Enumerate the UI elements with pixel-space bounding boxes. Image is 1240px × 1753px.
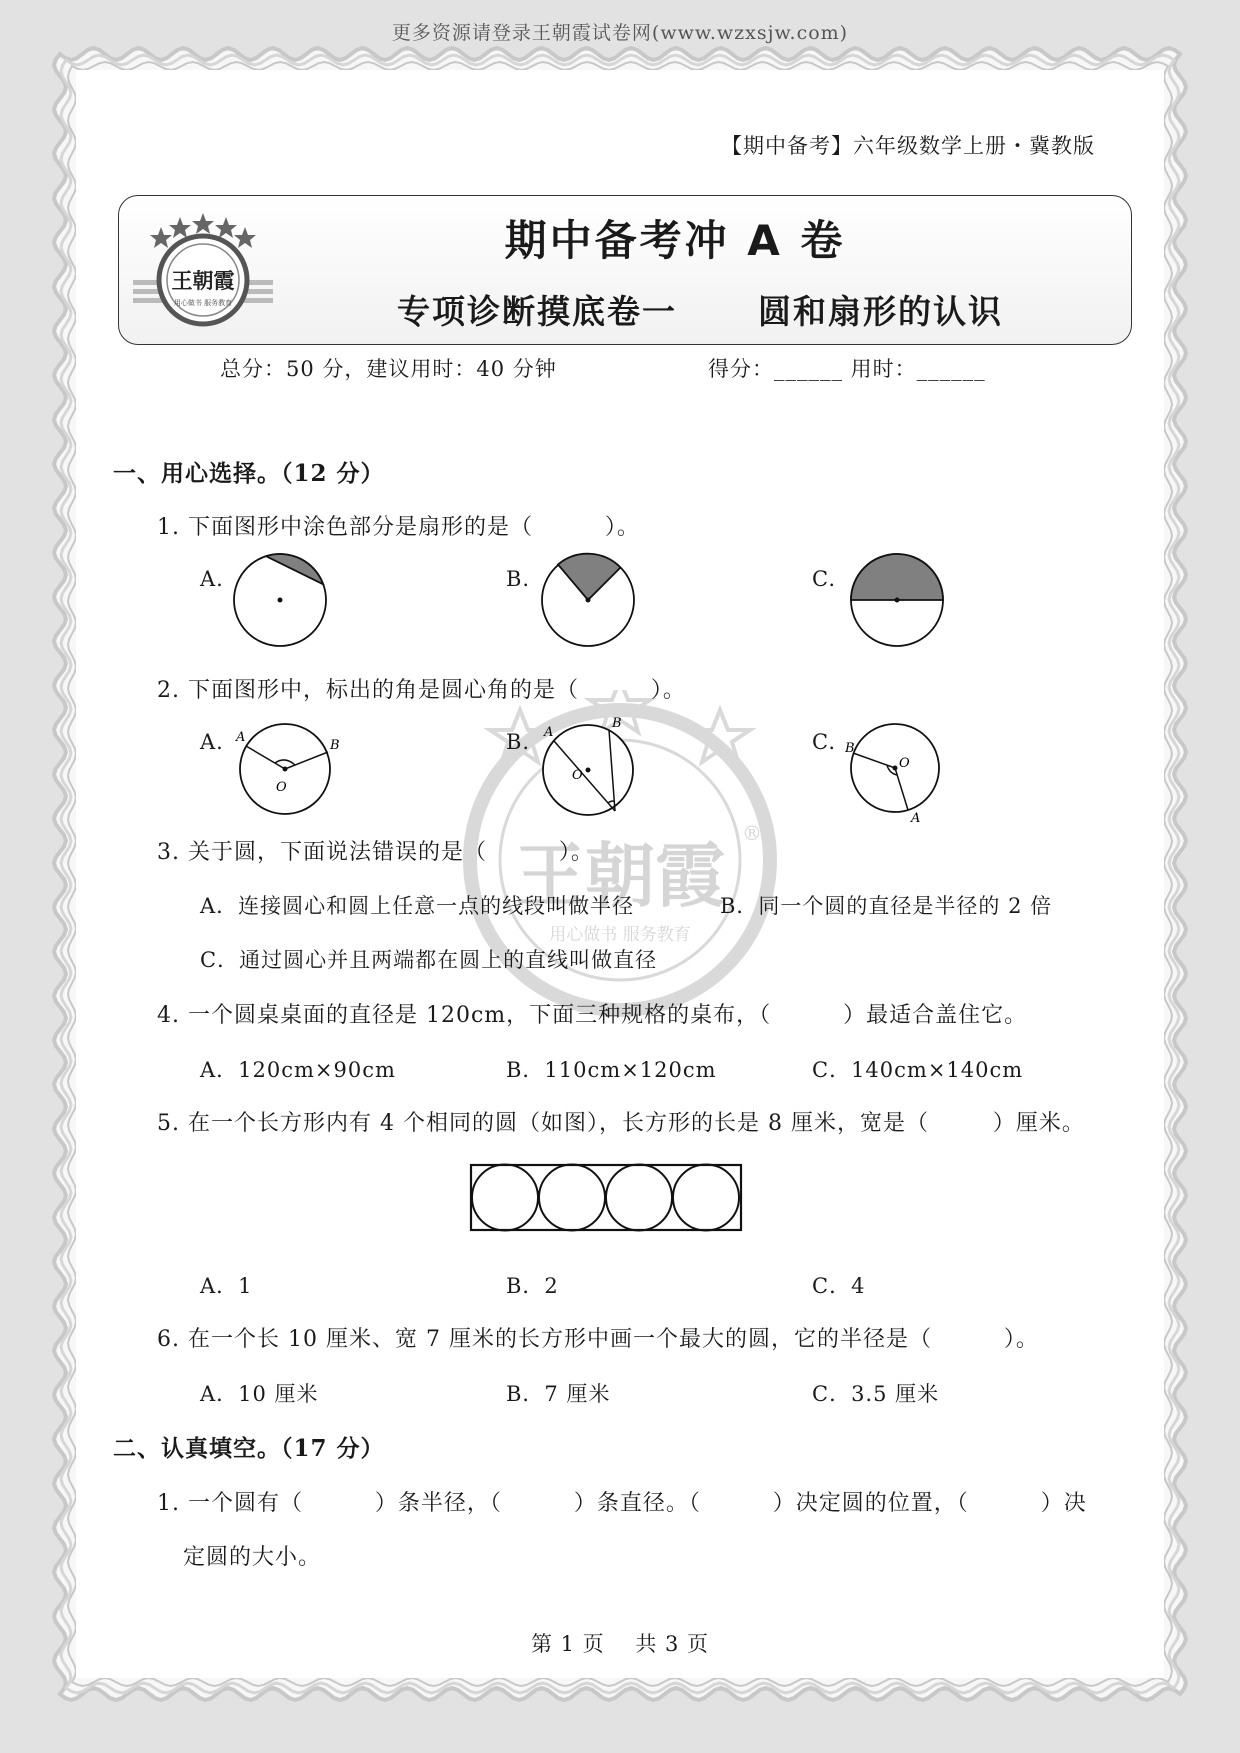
q1-option-b: B. [506,567,531,591]
label-b: B [845,741,855,756]
q1-figure-b [536,550,641,650]
q2-option-c: C. [812,730,836,754]
q2-option-b: B. [506,730,531,754]
question-3: 3. 关于圆，下面说法错误的是（ ）。 [157,840,594,865]
q3-option-b: B．同一个圆的直径是半径的 2 倍 [720,894,1053,918]
logo-text: 王朝霞 [171,268,235,293]
fill-question-1-line-2: 定圆的大小。 [183,1545,322,1570]
q5-option-b: B．2 [506,1274,559,1298]
section-1-title: 一、用心选择。（12 分） [113,460,385,487]
label-a: A [544,725,554,740]
q5-figure-rectangle-circles [468,1162,748,1234]
q2-figure-c [845,715,955,825]
watermark-text: 王朝霞 [515,834,725,917]
series-label: 【期中备考】六年级数学上册・冀教版 [721,134,1095,158]
q6-option-b: B．7 厘米 [506,1382,611,1406]
watermark-slogan: 用心做书 服务教育 [549,925,691,945]
question-5: 5. 在一个长方形内有 4 个相同的圆（如图），长方形的长是 8 厘米，宽是（ ）厘米。 [157,1111,1085,1136]
label-o: O [572,768,583,783]
question-4: 4. 一个圆桌桌面的直径是 120cm，下面三种规格的桌布，（ ）最适合盖住它。 [157,1003,1028,1028]
q2-figure-a [230,715,340,815]
label-o: O [899,756,910,771]
label-b: B [330,738,340,753]
q4-option-c: C．140cm×140cm [812,1058,1024,1082]
label-a: A [236,730,246,745]
q3-option-c: C．通过圆心并且两端都在圆上的直线叫做直径 [200,948,658,972]
question-1: 1. 下面图形中涂色部分是扇形的是（ ）。 [157,515,640,540]
q5-option-c: C．4 [812,1274,866,1298]
section-2-title: 二、认真填空。（17 分） [113,1435,385,1462]
q1-figure-c [845,550,950,650]
page-subtitle: 专项诊断摸底卷一 圆和扇形的认识 [397,292,1003,331]
page-title: 期中备考冲 A 卷 [504,216,846,265]
q2-option-a: A. [200,730,224,754]
q1-option-a: A. [200,567,224,591]
q5-option-a: A．1 [200,1274,253,1298]
publisher-logo [128,205,278,335]
q1-option-c: C. [812,567,836,591]
q1-figure-a [228,550,333,650]
q4-option-b: B．110cm×120cm [506,1058,717,1082]
label-a: A [911,811,921,825]
score-info: 总分：50 分，建议用时：40 分钟 [220,357,557,381]
fill-question-1-line-1: 1. 一个圆有（ ）条半径，（ ）条直径。（ ）决定圆的位置，（ ）决 [157,1491,1087,1516]
page-footer: 第 1 页 共 3 页 [530,1632,710,1656]
site-banner: 更多资源请登录王朝霞试卷网(www.wzxsjw.com) [391,22,849,44]
label-o: O [276,780,287,795]
q2-figure-b [536,715,646,825]
q6-option-c: C．3.5 厘米 [812,1382,940,1406]
question-2: 2. 下面图形中，标出的角是圆心角的是（ ）。 [157,678,686,703]
label-b: B [612,716,622,731]
q6-option-a: A．10 厘米 [200,1382,319,1406]
q4-option-a: A．120cm×90cm [200,1058,396,1082]
logo-slogan: 用心做书 服务教育 [173,299,233,307]
q3-option-a: A．连接圆心和圆上任意一点的线段叫做半径 [200,894,635,918]
registered-mark: ® [742,821,762,845]
question-6: 6. 在一个长 10 厘米、宽 7 厘米的长方形中画一个最大的圆，它的半径是（ ）。 [157,1327,1039,1352]
score-fields: 得分：______ 用时：______ [708,357,986,381]
